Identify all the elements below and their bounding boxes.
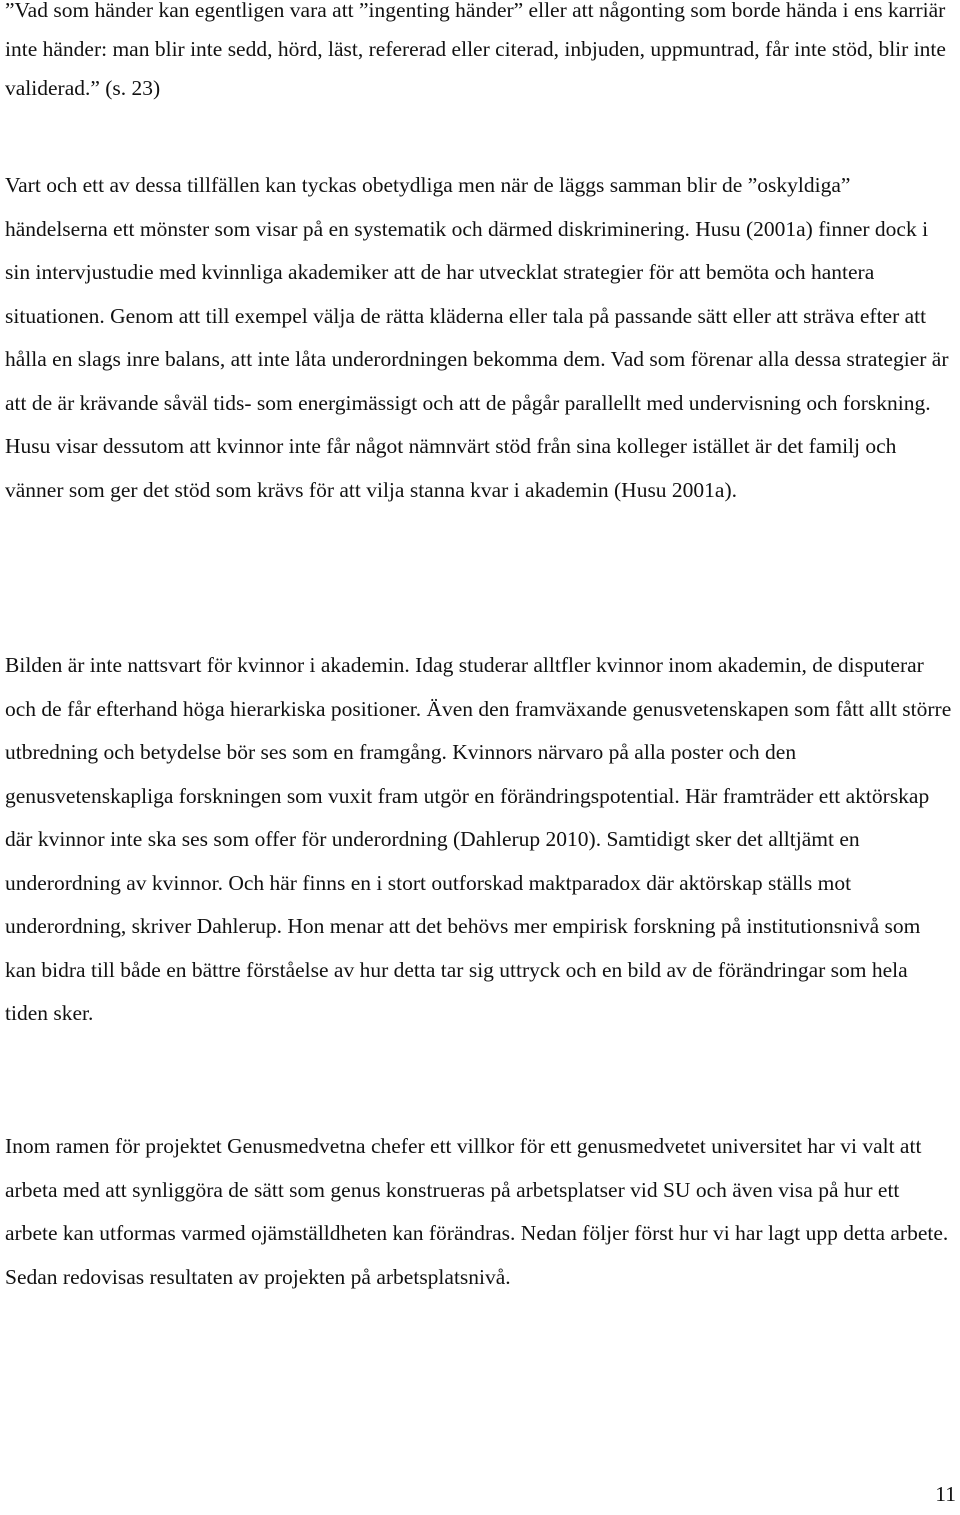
body-paragraph: Inom ramen för projektet Genusmedvetna chefer ett villkor för ett genusmedvetet universitet har vi valt att arbeta med att synliggöra de sätt som genus konstrueras på arbetsplatser vid SU och även visa på hur ett arbete kan utformas varmed ojämställdheten kan förändras. Nedan följer först hur vi har lagt upp detta arbete. Sedan redovisas resultaten av projekten på arbetsplatsnivå. bbox=[5, 1134, 949, 1289]
quote-paragraph: ”Vad som händer kan egentligen vara att ”ingenting händer” eller att någonting som borde hända i ens karriär inte händer: man blir inte sedd, hörd, läst, refererad eller citerad, inbjuden, uppmuntrad, får inte stöd, blir inte validerad.” (s. 23) bbox=[5, 0, 946, 100]
body-paragraph: Bilden är inte nattsvart för kvinnor i akademin. Idag studerar alltfler kvinnor inom akademin, de disputerar och de får efterhand höga hierarkiska positioner. Även den framväxande genusvetenskapen som fått allt större utbredning och betydelse bör ses som en framgång. Kvinnors närvaro på alla poster och den genusvetenskapliga forskningen som vuxit fram utgör en förändringspotential. Här framträder ett aktörskap där kvinnor inte ska ses som offer för underordning (Dahlerup 2010). Samtidigt sker det alltjämt en underordning av kvinnor. Och här finns en i stort outforskad maktparadox där aktörskap ställs mot underordning, skriver Dahlerup. Hon menar att det behövs mer empirisk forskning på institutionsnivå som kan bidra till både en bättre förståelse av hur detta tar sig uttryck och en bild av de förändringar som hela tiden sker. bbox=[5, 653, 952, 1025]
body-paragraph: Vart och ett av dessa tillfällen kan tyckas obetydliga men när de läggs samman blir de ”oskyldiga” händelserna ett mönster som visar på en systematik och därmed diskriminering. Husu (2001a) finner dock i sin intervjustudie med kvinnliga akademiker att de har utvecklat strategier för att bemöta och hantera situationen. Genom att till exempel välja de rätta kläderna eller tala på passande sätt eller att sträva efter att hålla en slags inre balans, att inte låta underordningen bekomma dem. Vad som förenar alla dessa strategier är att de är krävande såväl tids- som energimässigt och att de pågår parallellt med undervisning och forskning. Husu visar dessutom att kvinnor inte får något nämnvärt stöd från sina kolleger istället är det familj och vänner som ger det stöd som krävs för att vilja stanna kvar i akademin (Husu 2001a). bbox=[5, 173, 949, 502]
page-number: 11 bbox=[935, 1482, 956, 1506]
